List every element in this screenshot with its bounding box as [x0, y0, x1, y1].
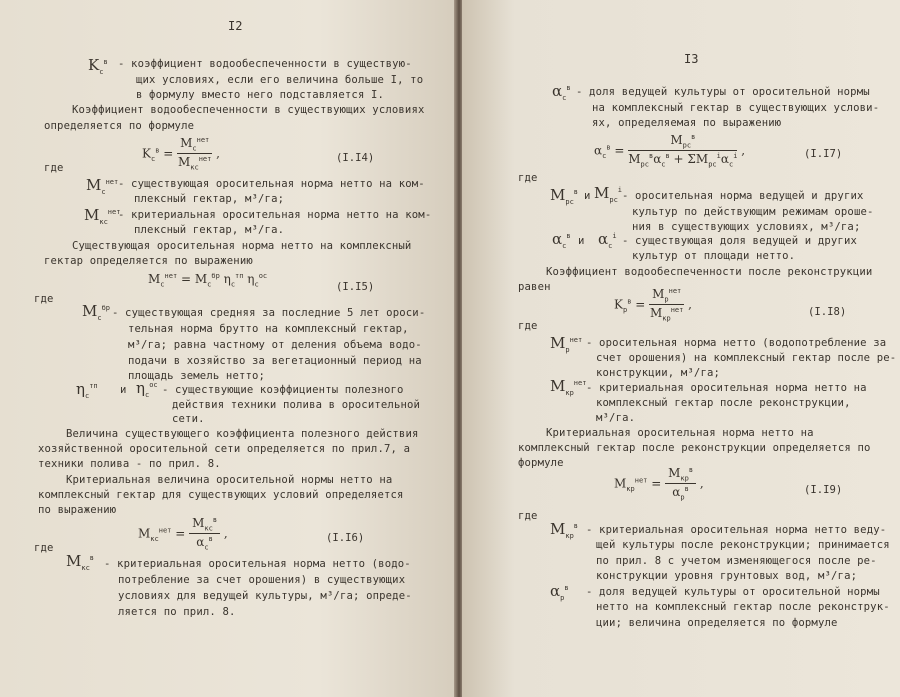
text-line: - оросительная норма нетто (водопотребление за [586, 337, 887, 349]
formula-I17: $\alpha_с^в$ = $\frac{M_{рс}^в}{M_{рс}^в\alpha_с^в + \Sigma M_{рс}^i\alpha_с^i}$ , [594, 133, 746, 169]
text-line: Критериальная величина оросительной нормы нетто на [66, 474, 393, 486]
text-line: площадь земель нетто; [128, 370, 266, 382]
text-line: м³/га. [596, 412, 636, 424]
text-line: Коэффициент водообеспеченности в существующих условиях [72, 104, 425, 116]
text-line: - существующая доля ведущей и других [622, 235, 858, 247]
text-line: щих условиях, если его величина больше I, то [136, 74, 424, 86]
text-line: - доля ведущей культуры от оросительной нормы [586, 586, 880, 598]
text-line: по прил. 8 с учетом изменяющегося после ре- [596, 555, 877, 567]
page-number: I3 [684, 52, 699, 66]
text-line: Критериальная оросительная норма нетто на [546, 427, 814, 439]
symbol-alpha: $\alpha_с^i$ [598, 230, 617, 250]
text-line: - существующая средняя за последние 5 лет ороси- [112, 307, 426, 319]
text-line: и [584, 190, 591, 202]
page-number: I2 [228, 19, 243, 33]
text-line: - критериальная оросительная норма нетто на [586, 382, 867, 394]
text-line: в формулу вместо него подставляется I. [136, 89, 385, 101]
text-line: культур по действующим режимам ороше- [632, 206, 874, 218]
text-line: техники полива - по прил. 8. [38, 458, 221, 470]
text-line: комплексный гектар после реконструкции определяется по [518, 442, 871, 454]
text-line: - коэффициент водообеспеченности в существую- [118, 58, 412, 70]
text-line: условиях для ведущей культуры, м³/га; опреде- [118, 590, 412, 602]
text-line: по выражению [38, 504, 117, 516]
text-line: ях, определяемая по выражению [592, 117, 782, 129]
text-line: ляется по прил. 8. [118, 606, 236, 618]
text-line: ния в существующих условиях, м³/га; [632, 221, 861, 233]
text-line: Величина существующего коэффициента полезного действия [66, 428, 419, 440]
formula-I15: $M_с^{нет} = M_с^{бр}$ $\eta_с^{тп}$ $\eta_с^{ос}$ [148, 272, 268, 289]
text-line: и [120, 384, 127, 396]
text-line: - оросительная норма ведущей и других [622, 190, 864, 202]
text-line: хозяйственной оросительной сети определяется по прил.7, а [38, 443, 411, 455]
text-line: м³/га; равна частному от деления объема водо- [128, 339, 422, 351]
equation-number: (I.I5) [336, 281, 375, 293]
text-line: комплексный гектар после реконструкции, [596, 397, 851, 409]
symbol-m: $M_{кс}^{нет}$ [84, 206, 121, 226]
text-line: потребление за счет орошения) в существующих [118, 574, 406, 586]
text-line: где [44, 162, 64, 174]
symbol-k: $K_с^в$ [88, 56, 108, 76]
equation-number: (I.I4) [336, 152, 375, 164]
text-line: действия техники полива в оросительной [172, 399, 421, 411]
text-line: тельная норма брутто на комплексный гектар, [128, 323, 409, 335]
text-line: определяется по формуле [44, 120, 195, 132]
text-line: где [518, 510, 538, 522]
text-line: конструкции уровня грунтовых вод, м³/га; [596, 570, 858, 582]
text-line: плексный гектар, м³/га. [134, 224, 285, 236]
text-line: - критериальная оросительная норма нетто веду- [586, 524, 887, 536]
text-line: сети. [172, 413, 205, 425]
equation-number: (I.I9) [804, 484, 843, 496]
text-line: нетто на комплексный гектар после реконструк- [596, 601, 890, 613]
symbol-m: $M_р^{нет}$ [550, 334, 583, 354]
text-line: - доля ведущей культуры от оросительной нормы [576, 86, 870, 98]
text-line: - существующая оросительная норма нетто на ком- [118, 178, 425, 190]
symbol-m: $M_с^{бр}$ [82, 302, 111, 322]
formula-I19: $M_{кр}^{нет}$ = $\frac{M_{кр}^в}{\alpha_р^в}$ , [614, 466, 704, 502]
text-line: конструкции, м³/га; [596, 367, 721, 379]
equation-number: (I.I8) [808, 306, 847, 318]
symbol-eta: $\eta_с^{тп}$ [76, 380, 98, 400]
symbol-alpha: $\alpha_р^в$ [550, 582, 569, 602]
symbol-m: $M_{кр}^в$ [550, 520, 579, 540]
text-line: подачи в хозяйство за вегетационный период на [128, 355, 422, 367]
text-line: гектар определяется по выражению [44, 255, 253, 267]
text-line: Коэффициент водообеспеченности после реконструкции [546, 266, 873, 278]
text-line: формуле [518, 457, 564, 469]
text-line: - критериальная оросительная норма нетто (водо- [104, 558, 411, 570]
symbol-m: $M_{рс}^i$ [594, 184, 623, 204]
formula-I18: $K_р^в$ = $\frac{M_р^{нет}}{M_{кр}^{нет}}$ , [614, 287, 692, 323]
text-line: и [578, 235, 585, 247]
symbol-m: $M_{кс}^в$ [66, 552, 95, 572]
text-line: где [518, 172, 538, 184]
symbol-alpha: $\alpha_с^в$ [552, 230, 571, 250]
text-line: где [34, 293, 54, 305]
symbol-eta: $\eta_с^{ос}$ [136, 379, 158, 399]
equation-number: (I.I7) [804, 148, 843, 160]
text-line: ции; величина определяется по формуле [596, 617, 838, 629]
formula-I16: $M_{кс}^{нет}$ = $\frac{M_{кс}^в}{\alpha_с^в}$ , [138, 516, 228, 552]
symbol-m: $M_{кр}^{нет}$ [550, 377, 587, 397]
text-line: плексный гектар, м³/га; [134, 193, 285, 205]
text-line: где [518, 320, 538, 332]
text-line: где [34, 542, 54, 554]
text-line: Существующая оросительная норма нетто на комплексный [72, 240, 412, 252]
text-line: - существующие коэффициенты полезного [162, 384, 404, 396]
symbol-m: $M_с^{нет}$ [86, 176, 119, 196]
right-page [462, 0, 900, 697]
text-line: на комплексный гектар в существующих услови- [592, 102, 880, 114]
text-line: - критериальная оросительная норма нетто на ком- [118, 209, 432, 221]
equation-number: (I.I6) [326, 532, 365, 544]
text-line: щей культуры после реконструкции; принимается [596, 539, 890, 551]
text-line: комплексный гектар для существующих условий определяется [38, 489, 404, 501]
symbol-alpha: $\alpha_с^в$ [552, 82, 571, 102]
text-line: равен [518, 281, 551, 293]
formula-I14: $K_с^в$ = $\frac{M_с^{нет}}{M_{кс}^{нет}}$ , [142, 136, 220, 172]
text-line: культур от площади нетто. [632, 250, 796, 262]
text-line: счет орошения) на комплексный гектар после ре- [596, 352, 897, 364]
symbol-m: $M_{рс}^в$ [550, 186, 579, 206]
